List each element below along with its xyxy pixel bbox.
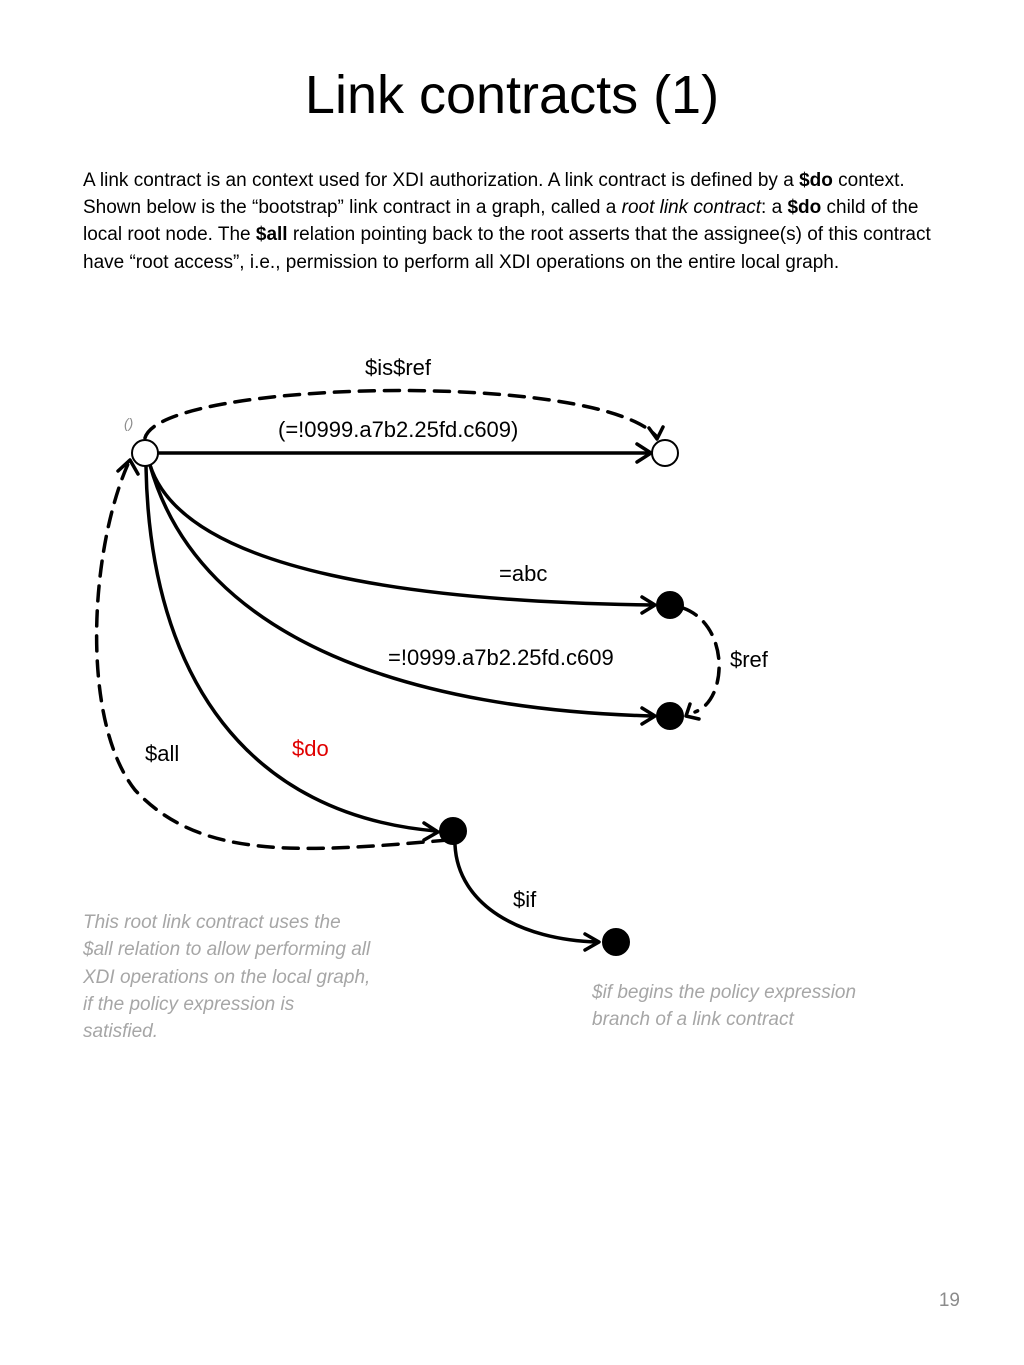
- label-do: $do: [292, 736, 329, 761]
- label-is-ref: $is$ref: [365, 355, 432, 380]
- intro-text-4: child of the local root node. The: [83, 197, 919, 246]
- intro-bold-all: $all: [255, 224, 288, 246]
- root-node-label: (): [124, 415, 134, 431]
- edge-ref: [683, 608, 719, 712]
- label-all: $all: [145, 741, 180, 766]
- label-abc: =abc: [499, 561, 548, 586]
- root-node: [132, 440, 158, 466]
- slide-title: Link contracts (1): [304, 65, 720, 125]
- note-right: $if begins the policy expression branch of a link contract: [592, 982, 857, 1031]
- intro-bold-do-1: $do: [799, 170, 833, 191]
- intro-text-3: : a: [761, 197, 788, 219]
- intro-italic-root-link-contract: root link contract: [621, 197, 762, 219]
- do-node: [440, 818, 466, 844]
- arrowhead-is-ref: [649, 427, 663, 439]
- abc-node: [657, 592, 683, 618]
- peer-root-node: [652, 440, 678, 466]
- edge-inumber: [150, 465, 653, 716]
- intro-text-1: A link contract is an context used for XDI authorization. A link contract is defined by a: [83, 170, 800, 191]
- if-node: [603, 929, 629, 955]
- intro-bold-do-2: $do: [787, 197, 822, 219]
- label-inumber: =!0999.a7b2.25fd.c609: [388, 645, 614, 670]
- label-ref: $ref: [730, 647, 768, 672]
- intro-text-5: relation pointing back to the root asserts that the assignee(s) of this contract have “root access”, i.e., permission to perform all XDI operations on the entire local graph.: [83, 224, 931, 273]
- label-peer-root: (=!0999.a7b2.25fd.c609): [278, 417, 519, 442]
- intro-text-2: context. Shown below is the “bootstrap” link contract in a graph, called a: [83, 170, 905, 219]
- label-if: $if: [513, 887, 537, 912]
- page-number: 19: [938, 1290, 960, 1311]
- edge-abc: [150, 465, 653, 605]
- inumber-node: [657, 703, 683, 729]
- note-left: This root link contract uses the $all relation to allow performing all XDI operations on the local graph, if the policy expression is satisfied.: [83, 912, 371, 1043]
